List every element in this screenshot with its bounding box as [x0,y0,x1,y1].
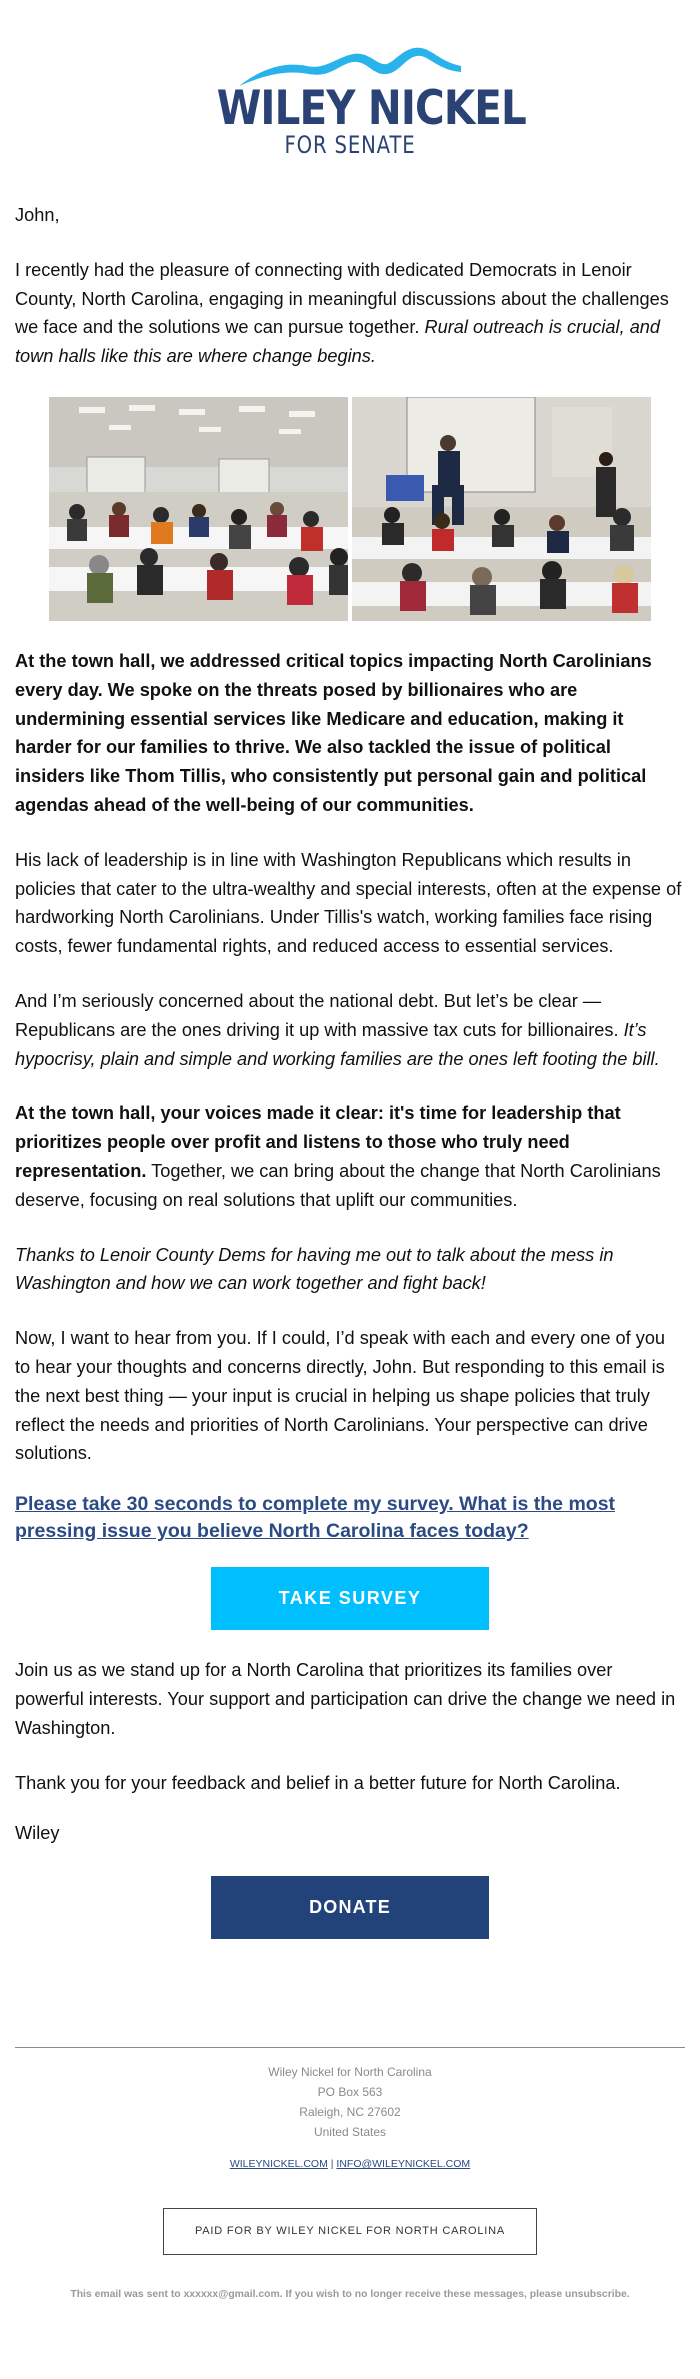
email-link[interactable]: INFO@WILEYNICKEL.COM [336,2158,471,2171]
paragraph-leadership: His lack of leadership is in line with Washington Republicans which results in policies that cater to the ultra-wealthy and special interests, often at the expense of hardworking North Carolinians. Under Tillis's watch, working families face rising costs, fewer fundamental rights, and reduced access to essential services. [15,849,682,957]
footer-link-separator: | [327,2158,337,2171]
footer-po-box: PO Box 563 [317,2085,383,2100]
footer-city: Raleigh, NC 27602 [299,2105,401,2120]
paid-for-disclaimer: PAID FOR BY WILEY NICKEL FOR NORTH CAROLINA [163,2208,537,2255]
town-hall-photo-audience [49,397,348,621]
paragraph-debt-italic: It’s hypocrisy, plain and simple and working families are the ones left footing the bill. [15,1019,660,1069]
paragraph-debt-text: And I’m seriously concerned about the national debt. But let’s be clear — Republicans are the ones driving it up with massive tax cuts for billionaires. [15,990,624,1040]
paragraph-intro-italic: Rural outreach is crucial, and town halls like this are where change begins. [15,317,661,367]
paragraph-topics: At the town hall, we addressed critical topics impacting North Carolinians every day. We spoke on the threats posed by billionaires who are undermining essential services like Medicare and education, making it harder for our families to thrive. We also tackled the issue of political insiders like Thom Tillis, who consistently put personal gain and political agendas ahead of the well-being of our communities. [15,650,652,815]
paragraph-voices-bold: At the town hall, your voices made it clear: it's time for leadership that prioritizes people over profit and listens to those who truly need representation. [15,1103,621,1181]
unsubscribe-note[interactable]: This email was sent to xxxxxx@gmail.com. If you wish to no longer receive these messages, please unsubscribe. [70,2289,630,2301]
donate-button[interactable]: DONATE [211,1876,489,1939]
paragraph-voices [15,1099,685,1214]
campaign-logo[interactable] [195,44,526,159]
paragraph-thank-you: Thank you for your feedback and belief in a better future for North Carolina. [15,1772,621,1793]
footer-address [0,2062,700,2142]
paragraph-join-us: Join us as we stand up for a North Carolina that prioritizes its families over powerful interests. Your support and participation can drive the change we need in Washington. [15,1660,676,1738]
paragraph-intro-text: I recently had the pleasure of connecting with dedicated Democrats in Lenoir County, North Carolina, engaging in meaningful discussions about the challenges we face and the solutions we can pursue together. [15,259,669,338]
paragraph-voices-text: Together, we can bring about the change that North Carolinians deserve, focusing on real solutions that uplift our communities. [15,1160,661,1210]
paragraph-debt [15,987,685,1073]
take-survey-button[interactable]: TAKE SURVEY [211,1567,489,1630]
footer-country: United States [313,2125,387,2140]
town-hall-photo-speaker [352,397,651,621]
town-hall-photos [49,397,651,621]
paragraph-hear-from-you: Now, I want to hear from you. If I could, I’d speak with each and every one of you to hear your thoughts and concerns directly, John. But responding to this email is the next best thing — your input is crucial in helping us shape policies that truly reflect the needs and priorities of North Carolinians. Your perspective can drive solutions. [15,1328,666,1464]
logo-subtitle: FOR SENATE [284,131,416,159]
footer-divider [15,2047,685,2048]
greeting: John, [15,205,60,225]
paragraph-thanks: Thanks to Lenoir County Dems for having me out to talk about the mess in Washington and how we can work together and fight back! [15,1244,614,1294]
survey-link[interactable]: Please take 30 seconds to complete my survey. What is the most pressing issue you believe North Carolina faces today? [15,1493,616,1543]
paragraph-intro [15,256,685,371]
signoff: Wiley [15,1823,60,1844]
footer-links [0,2158,700,2170]
logo-name: WILEY NICKEL [216,81,526,136]
footer-org: Wiley Nickel for North Carolina [268,2065,432,2080]
website-link[interactable]: WILEYNICKEL.COM [229,2158,328,2171]
